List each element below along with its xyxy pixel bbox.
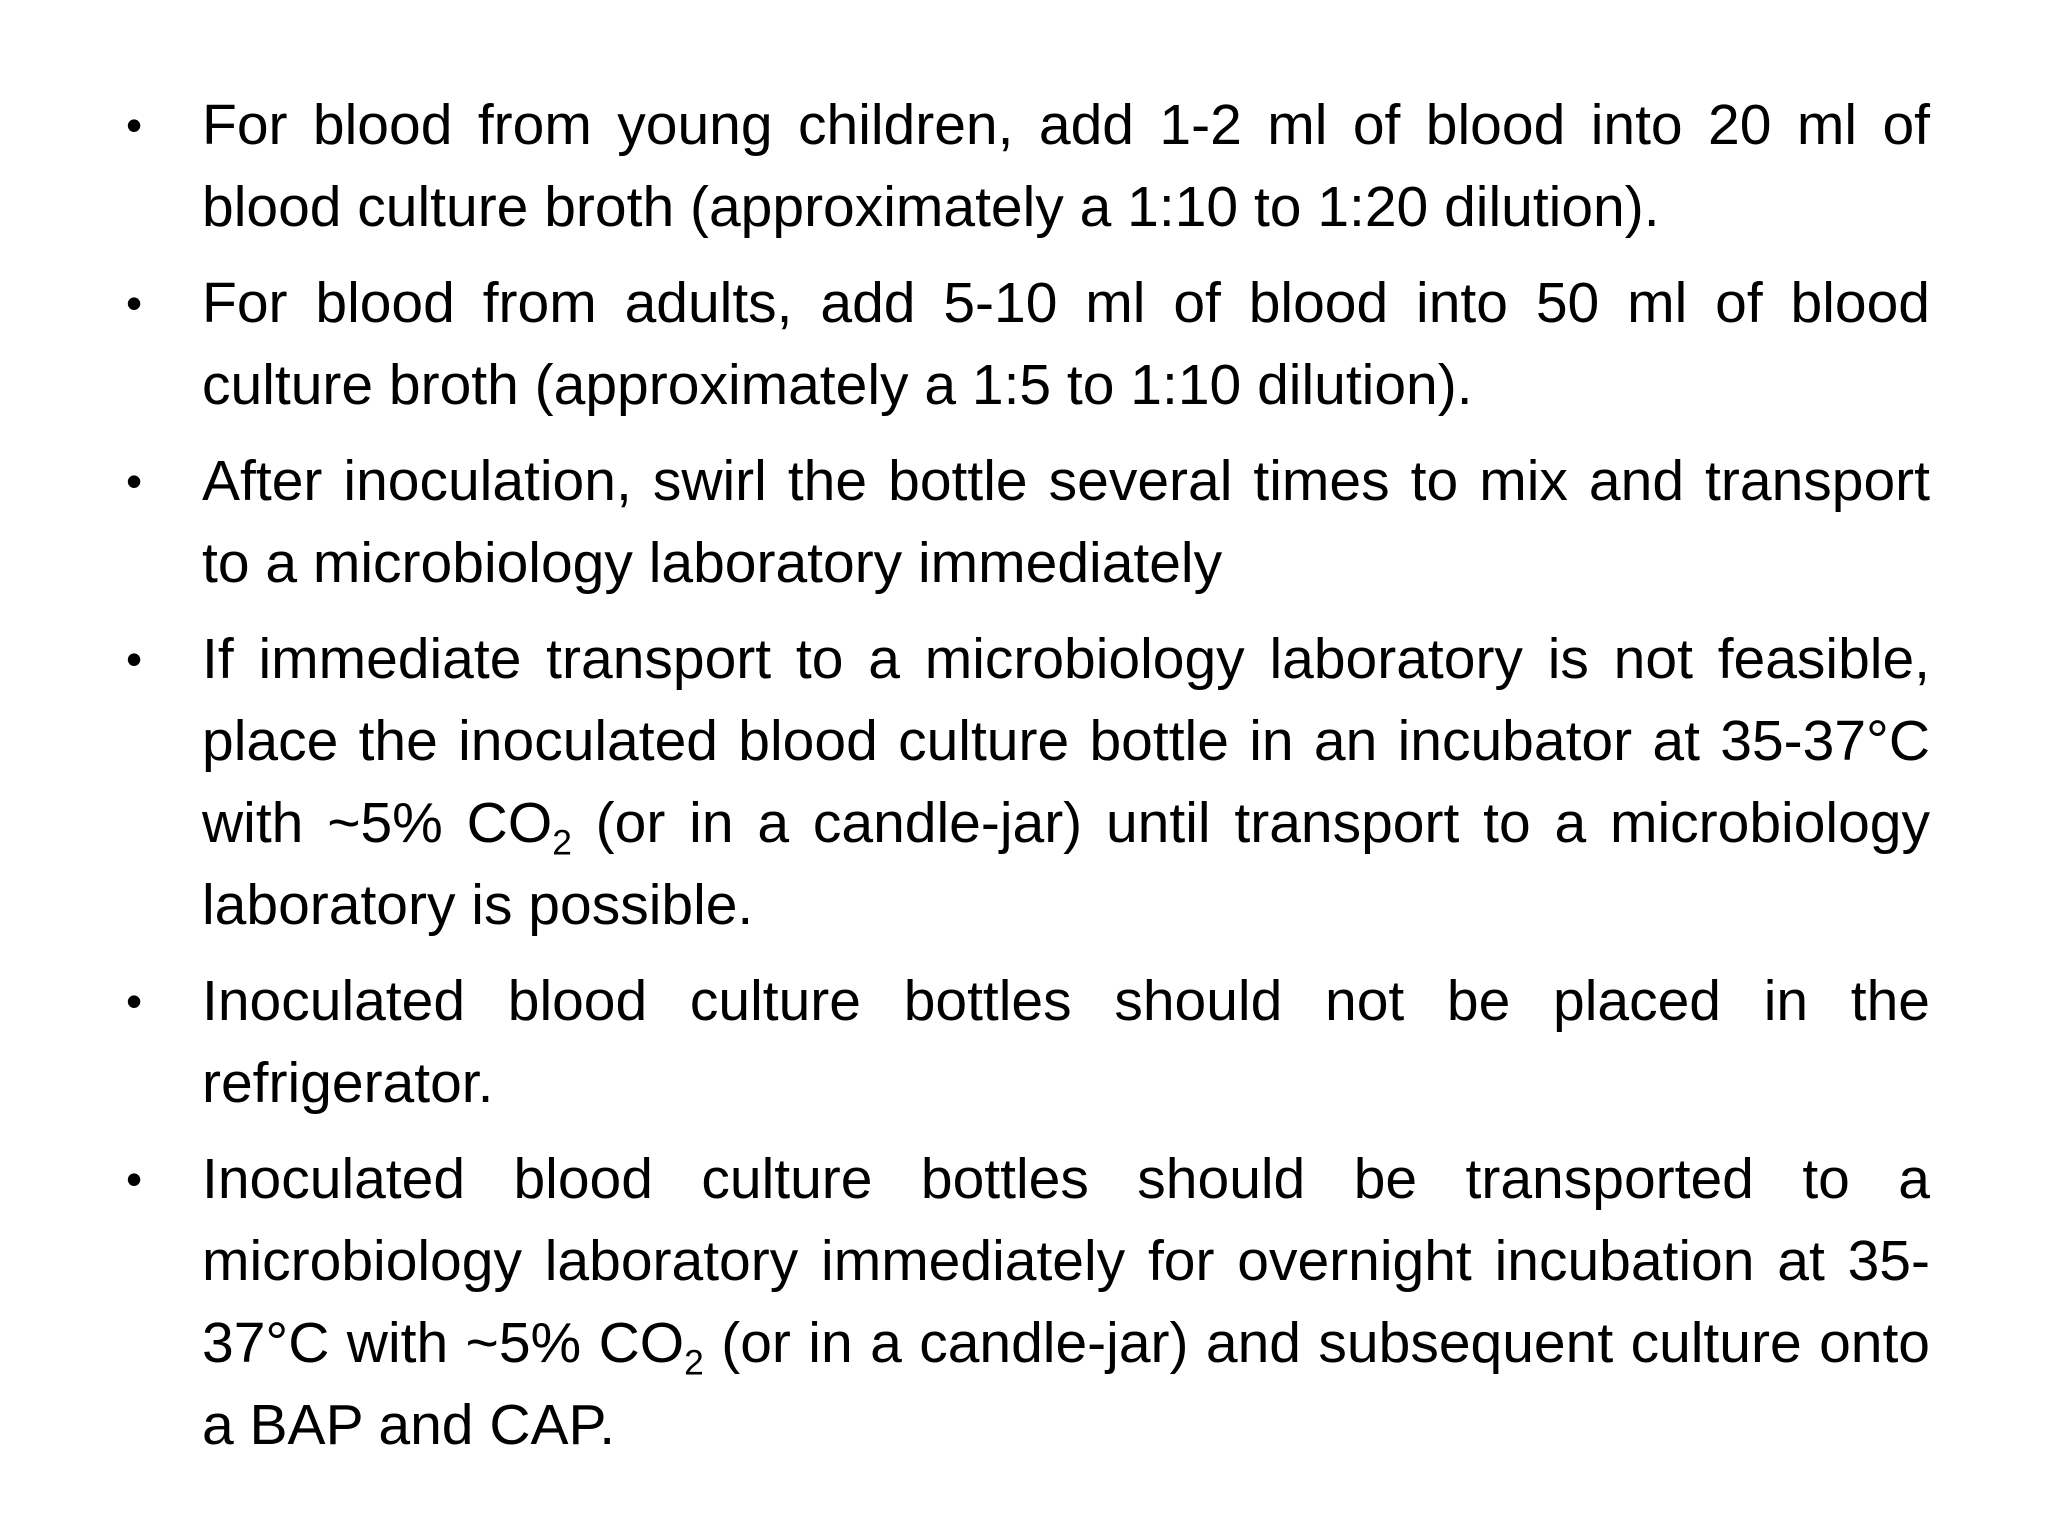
bullet-item-no-refrigerator (120, 960, 1930, 1124)
bullet-text-part: If immediate transport to a microbiology laboratory is not feasible, place the inoculated blood culture bottle in an incubator at 35-37°C with ~5% CO (202, 627, 1930, 855)
bullet-dot-icon: • (126, 975, 143, 1027)
bullet-text-part: Inoculated blood culture bottles should be transported to a microbiology laboratory immediately for overnight incubation at 35-37°C with ~5% CO (202, 1147, 1930, 1375)
bullet-item-after-inoculation (120, 440, 1930, 604)
bullet-text: For blood from young children, add 1-2 ml of blood into 20 ml of blood culture broth (approximately a 1:10 to 1:20 dilution). (202, 93, 1930, 239)
bullet-dot-icon: • (126, 633, 143, 685)
bullet-dot-icon: • (126, 455, 143, 507)
bullet-text: After inoculation, swirl the bottle several times to mix and transport to a microbiology laboratory immediately (202, 449, 1930, 595)
co2-subscript: 2 (552, 823, 572, 863)
bullet-dot-icon: • (126, 99, 143, 151)
bullet-item-transport-incubation (120, 1138, 1930, 1466)
bullet-text: Inoculated blood culture bottles should not be placed in the refrigerator. (202, 969, 1930, 1115)
bullet-dot-icon: • (126, 1153, 143, 1205)
bullet-item-adult-blood (120, 262, 1930, 426)
bullet-item-children-blood (120, 84, 1930, 248)
bullet-text-part: (or in a candle-jar) and subsequent culture onto a BAP and CAP. (202, 1311, 1931, 1457)
bullet-item-transport-not-feasible (120, 618, 1930, 946)
bullet-text: For blood from adults, add 5-10 ml of blood into 50 ml of blood culture broth (approximately a 1:5 to 1:10 dilution). (202, 271, 1930, 417)
bullet-list (120, 84, 1930, 1480)
bullet-dot-icon: • (126, 277, 143, 329)
co2-subscript: 2 (684, 1343, 704, 1383)
bullet-text-part: (or in a candle-jar) until transport to a microbiology laboratory is possible. (202, 791, 1930, 937)
